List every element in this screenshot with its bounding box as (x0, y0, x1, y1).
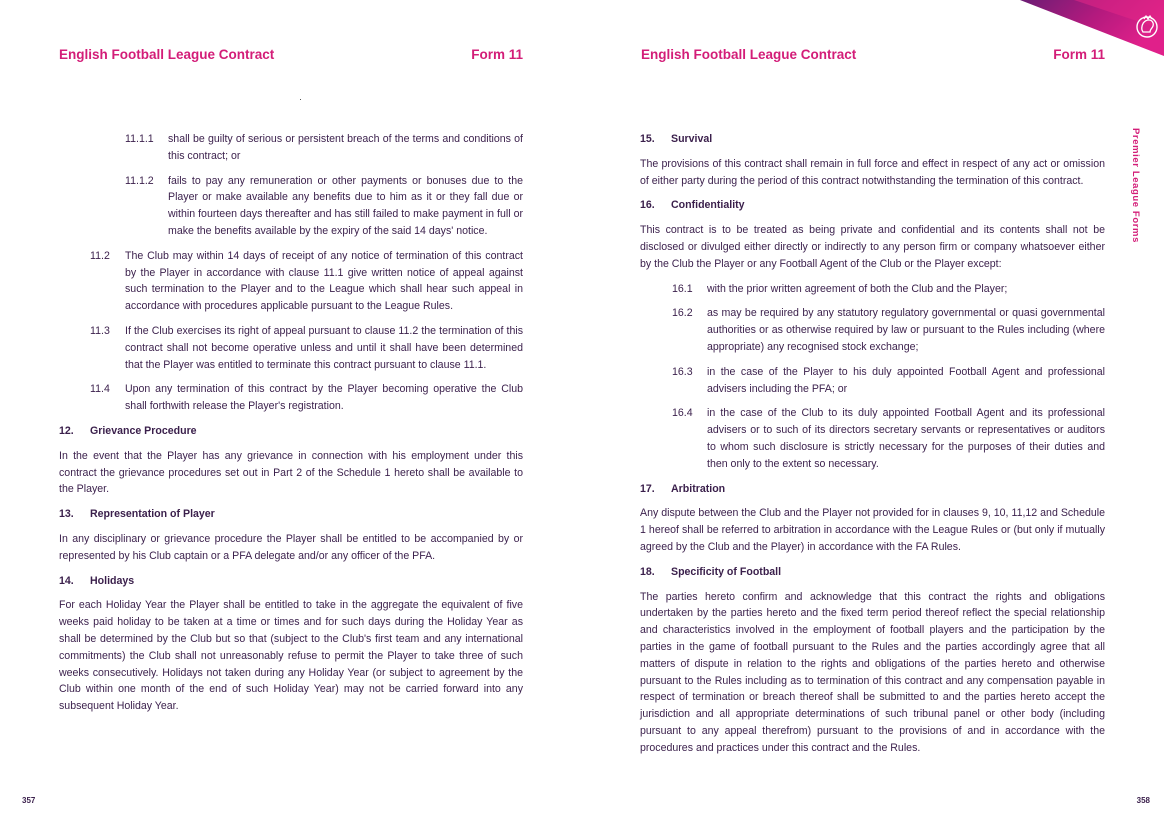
clause-16-2 (640, 305, 1105, 355)
left-body (59, 131, 523, 723)
section-number: 16. (640, 199, 655, 212)
section-title: Arbitration (671, 482, 726, 495)
clause-number: 16.2 (672, 307, 693, 320)
form-label: Form 11 (471, 47, 523, 62)
section-text-15: The provisions of this contract shall remain in full force and effect in respect of any act or omission of either party during the period of this contract notwithstanding the termination of this contract. (640, 157, 1105, 187)
clause-16-4 (640, 405, 1105, 472)
clause-number: 11.3 (90, 324, 110, 337)
section-number: 17. (640, 482, 655, 495)
section-title: Holidays (90, 574, 135, 587)
clause-text: The Club may within 14 days of receipt of any notice of termination of this contract by the Player in accordance with clause 11.1 give written notice of appeal against such termination to the Player and to the League which shall hear such appeal in accordance with procedures applicable pursuant to the League Rules. (125, 249, 523, 313)
section-text-12: In the event that the Player has any grievance in connection with his employment under this contract the grievance procedures set out in Part 2 of the Schedule 1 hereto shall be available to the Player. (59, 449, 523, 496)
page-number: 358 (1136, 796, 1150, 805)
section-title: Specificity of Football (671, 565, 782, 578)
section-heading-14 (59, 573, 523, 590)
clause-11-3 (59, 323, 523, 373)
clause-text: with the prior written agreement of both the Club and the Player; (707, 282, 1008, 295)
section-number: 13. (59, 508, 74, 521)
section-heading-15 (640, 131, 1105, 148)
section-number: 12. (59, 424, 74, 437)
clause-text: in the case of the Player to his duly appointed Football Agent and professional advisers including the PFA; or (707, 365, 1105, 395)
section-text-17: Any dispute between the Club and the Player not provided for in clauses 9, 10, 11,12 and Schedule 1 hereof shall be referred to arbitration in accordance with the League Rules or (but only if mutually agreed by the Club and the Player) in accordance with the FA Rules. (640, 507, 1105, 553)
section-title: Representation of Player (90, 508, 215, 521)
clause-11-2 (59, 248, 523, 315)
section-number: 14. (59, 574, 74, 587)
section-text-16: This contract is to be treated as being private and confidential and its contents shall not be disclosed or divulged either directly or indirectly to any person firm or company whatsoever either by the Club the Player or any Football Agent of the Club or the Player except: (640, 224, 1105, 270)
clause-number: 16.1 (672, 282, 693, 295)
section-number: 15. (640, 133, 655, 145)
section-text-18: The parties hereto confirm and acknowledge that this contract the rights and obligations undertaken by the parties hereto and the fixed term period thereof reflect the special relationship and characteristics involved in the employment of football players and the participation by the parties in the game of football pursuant to the Rules and the parties accordingly agree that all matters of dispute in relation to the rights and obligations of the parties hereto and otherwise pursuant to the Rules including as to termination of this contract and any compensation payable in respect of termination or breach thereof shall be submitted to and the parties hereto accept the jurisdiction and all appropriate determinations of such tribunal panel or other body (including pursuant to any appeal therefrom) pursuant to the provisions of and in accordance with the procedures and practices under this contract and the Rules. (640, 590, 1105, 754)
clause-number: 16.4 (672, 407, 693, 420)
clause-16-3 (640, 364, 1105, 398)
clause-16-1 (640, 281, 1105, 298)
clause-number: 11.4 (90, 383, 110, 396)
section-heading-16 (640, 197, 1105, 214)
clause-text: If the Club exercises its right of appeal pursuant to clause 11.2 the termination of this contract shall not become operative unless and until it shall have been determined that the Player was entitled to terminate this contract pursuant to clause 11.1. (125, 324, 523, 371)
form-label: Form 11 (1053, 47, 1105, 62)
section-number: 18. (640, 565, 655, 578)
section-heading-17 (640, 481, 1105, 498)
clause-number: 16.3 (672, 365, 693, 378)
section-heading-13 (59, 506, 523, 523)
clause-text: fails to pay any remuneration or other payments or bonuses due to the Player or make available any benefits due to him as it or they fall due or within fourteen days thereafter and has still failed to make payment in full or make the benefits available by the expiry of the said 14 days' notice. (168, 174, 523, 237)
stray-mark (300, 99, 301, 100)
section-heading-12 (59, 423, 523, 440)
section-title: Survival (671, 133, 713, 145)
clause-text: shall be guilty of serious or persistent breach of the terms and conditions of this contract; or (168, 133, 523, 162)
right-page (582, 0, 1164, 825)
clause-number: 11.2 (90, 249, 110, 262)
section-title: Grievance Procedure (90, 424, 197, 437)
page-number: 357 (22, 796, 36, 805)
section-title: Confidentiality (671, 199, 745, 212)
side-label: Premier League Forms (1130, 128, 1141, 243)
clause-number: 11.1.1 (125, 133, 154, 145)
page-title: English Football League Contract (59, 47, 275, 62)
clause-number: 11.1.2 (125, 174, 154, 187)
clause-11-1-2 (59, 173, 523, 240)
section-heading-18 (640, 564, 1105, 581)
clause-text: in the case of the Club to its duly appointed Football Agent and its professional advisers or to such of its directors secretary servants or representatives or auditors to whom such disclosure is strictly necessary for the purposes of their duties and then only to the extent so necessary. (707, 407, 1105, 470)
clause-text: Upon any termination of this contract by the Player becoming operative the Club shall forthwith release the Player's registration. (125, 383, 523, 413)
page-title: English Football League Contract (641, 47, 857, 62)
right-body (640, 131, 1105, 765)
clause-11-1-1 (59, 131, 523, 165)
section-text-13: In any disciplinary or grievance procedure the Player shall be entitled to be accompanied by or represented by his Club captain or a PFA delegate and/or any officer of the PFA. (59, 532, 523, 562)
section-text-14: For each Holiday Year the Player shall be entitled to take in the aggregate the equivalent of five weeks paid holiday to be taken at a time or times and for such days during the Holiday Year as shall be determined by the Club but so that (subject to the Club's first team and any international commitments) the Club shall not unreasonably refuse to permit the Player to take three of such weeks consecutively. Holidays not taken during any Holiday Year (or subject to agreement by the Club within one month of the end of such Holiday Year) may not be carried forward into any subsequent Holiday Year. (59, 599, 523, 713)
clause-text: as may be required by any statutory regulatory governmental or quasi governmental authorities or as otherwise required by law or pursuant to the Rules including (where appropriate) any recognised stock exchange; (707, 307, 1105, 353)
clause-11-4 (59, 381, 523, 415)
